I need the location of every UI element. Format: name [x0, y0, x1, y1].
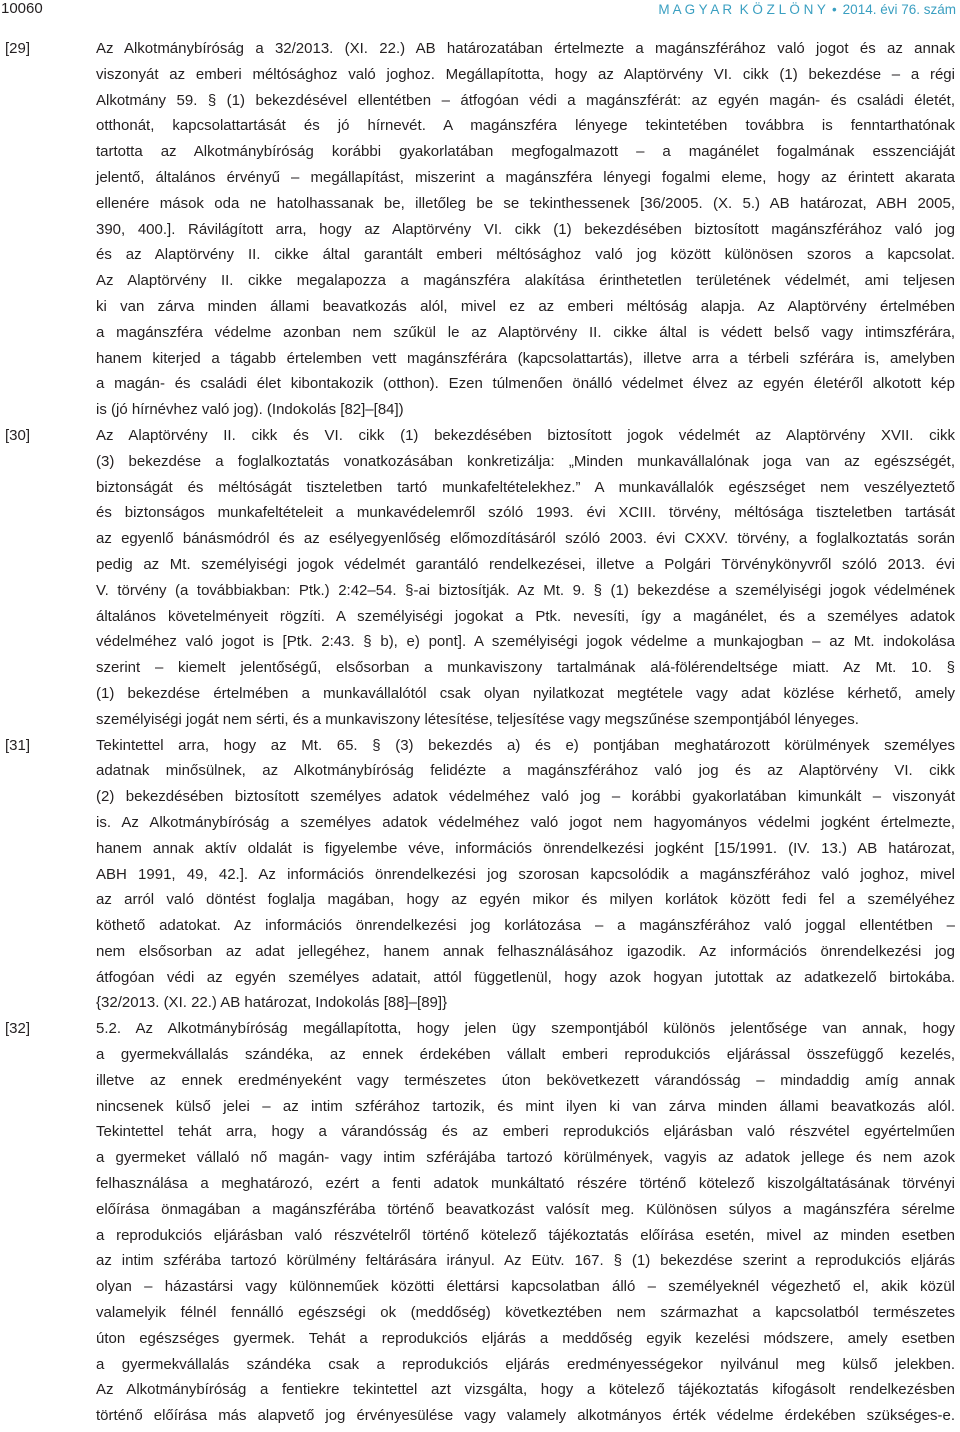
text-line: a gyermeket vállaló nő magán- vagy intim szférájába tartozó körülmények, vagyis az adatok jellege és nem azok: [96, 1149, 955, 1167]
paragraph-number: [30]: [5, 426, 31, 444]
bullet-separator: •: [831, 2, 837, 17]
paragraph: [0, 1016, 960, 1429]
text-line: úton egészséges gyermek. Tehát a reprodukciós eljárás a meddőség egyik kezelési módszere, amely esetben: [96, 1329, 955, 1347]
document-body: [0, 36, 960, 1429]
text-line: az egyenlő bánásmódról és az esélyegyenlőség előmozdításáról szóló 2003. évi CXXV. törvény, a foglalkoztatás során: [96, 530, 955, 548]
text-line: V. törvény (a továbbiakban: Ptk.) 2:42–54. §-ai biztosítják. Az Mt. 9. § (1) bekezdése a személyiségi jogok védelmének: [96, 581, 955, 599]
text-line: otthonát, kapcsolattartását és jó hírnevét. A magánszféra lényege tekintetében továbbra is fenntarthatónak: [96, 117, 955, 135]
text-line: és biztonságos munkafeltételeit a munkavédelemről szóló 1993. évi XCIII. törvény, méltósága tiszteletben tartását: [96, 504, 955, 522]
text-line: illetve az ennek eredményeként vagy természetes úton bekövetkezett várandósság – mindaddig amíg annak: [96, 1071, 955, 1089]
text-line: 5.2. Az Alkotmánybíróság megállapította, hogy jelen ügy szempontjából különös jelentősége van annak, hogy: [96, 1020, 955, 1038]
text-line: a magánszféra védelme azonban nem szűkül le az Alaptörvény II. cikke által is védett belső vagy intimszférára,: [96, 323, 955, 341]
text-line: ellenére mások oda ne hatolhassanak be, illetőleg be se tekinthessenek [36/2005. (X. 5.) AB határozat, ABH 2005,: [96, 194, 955, 212]
text-line: és az Alaptörvény II. cikke által garantált emberi méltósághoz való jog között különösen szoros a kapcsolat.: [96, 246, 955, 264]
text-line: ki van zárva minden állami beavatkozás alól, mivel ez az emberi méltóság alapja. Az Alaptörvény értelmében: [96, 297, 955, 315]
page-number: 10060: [1, 0, 43, 17]
text-line: ABH 1991, 49, 42.]. Az információs önrendelkezési jog szorosan kapcsolódik a magánszférához való joghoz, mivel: [96, 865, 955, 883]
text-line: történő előírása más alapvető jog érvényesülése vagy valamely alkotmányos érték védelme érdekében szükséges-e.: [96, 1407, 955, 1425]
text-line: 390, 400.]. Rávilágított arra, hogy az Alaptörvény VI. cikk (1) bekezdésében biztosított magánszférához való jog: [96, 220, 955, 238]
text-line: viszonyát az emberi méltósághoz való joghoz. Megállapította, hogy az Alaptörvény VI. cikk (1) bekezdése – a régi: [96, 65, 955, 83]
text-line: a magán- és családi élet kibontakozik (otthon). Ezen túlmenően önálló védelmet élvez az egyén életéről alkotott kép: [96, 375, 955, 393]
text-line: hanem annak aktív oldalát is figyelembe véve, információs önrendelkezési jogként [15/1991. (IV. 13.) AB határozat,: [96, 839, 955, 857]
paragraph-text: [96, 423, 955, 733]
text-line: biztonságát és méltóságát tiszteletben tartó munkafeltételekhez.” A munkavállalók egészséget nem veszélyeztető: [96, 478, 955, 496]
text-line: köthető adatokat. Az információs önrendelkezési jog korlátozása – a magánszférához való joggal ellentétben –: [96, 917, 955, 935]
paragraph-text: [96, 733, 955, 1017]
text-line: olyan – házastársi vagy különneműek közötti élettársi kapcsolatban álló – személyeknél végezhető el, akik közül: [96, 1278, 955, 1296]
text-line: Az Alaptörvény II. cikke megalapozza a magánszféra alakítása érinthetetlen területének védelmét, ami teljesen: [96, 272, 955, 290]
text-line: felhasználása a meghatározó, ezért a fenti adatok munkáltató részére történő kötelező kiszolgáltatásának törvényi: [96, 1175, 955, 1193]
text-line: nem elsősorban az adat jellegéhez, hanem annak felhasználásához igazodik. Az információs önrendelkezési jog: [96, 942, 955, 960]
paragraph-number: [31]: [5, 736, 31, 754]
text-line: a reprodukciós eljárásban való részvételről történő kötelező tájékoztatás előírása esetén, mivel az minden esetben: [96, 1226, 955, 1244]
text-line: tartotta az Alkotmánybíróság korábbi gyakorlatában megfogalmazott – a magánélet fogalmának esszenciáját: [96, 143, 955, 161]
text-line: az intim szférába tartozó körülmény feltárására irányul. Az Eütv. 167. § (1) bekezdése szerint a reprodukciós eljárás: [96, 1252, 955, 1270]
text-line: jelentő, általános érvényű – megállapítást, miszerint a magánszféra lényegi fogalmi eleme, hogy az érintett akarata: [96, 168, 955, 186]
text-line: a gyermekvállalás szándéka csak a reprodukciós eljárás eredményességekor nyilvánul meg külső jelekben.: [96, 1355, 955, 1373]
paragraph-text: [96, 36, 955, 423]
issue-number: 2014. évi 76. szám: [842, 2, 956, 17]
text-line: személyiségi jogát nem sérti, és a munkaviszony létesítése, teljesítése vagy megszűnése szempontjából lényeges.: [96, 710, 859, 728]
text-line: Tekintettel arra, hogy az Mt. 65. § (3) bekezdés a) és e) pontjában meghatározott körülmények személyes: [96, 736, 955, 754]
text-line: adatnak minősülnek, az Alkotmánybíróság felidézte a magánszférához való jog és az Alaptörvény VI. cikk: [96, 762, 955, 780]
text-line: is. Az Alkotmánybíróság a személyes adatok védelméhez való jogot nem hagyományos védelmi jogként értelmezte,: [96, 813, 955, 831]
text-line: (2) bekezdésében biztosított személyes adatok védelméhez való jog – korábbi gyakorlatában kimunkált – viszonyát: [96, 788, 955, 806]
paragraph: [0, 36, 960, 423]
text-line: {32/2013. (XI. 22.) AB határozat, Indokolás [88]–[89]}: [96, 994, 448, 1012]
paragraph-number: [29]: [5, 40, 31, 57]
text-line: védelméhez való jogot is [Ptk. 2:43. § b), e) pont]. A személyiségi jogok védelme a munkajogban – az Mt. indokolása: [96, 633, 955, 651]
text-line: a gyermekvállalás szándéka, az ennek érdekében vállalt emberi reprodukciós eljárással összefüggő kezelés,: [96, 1046, 955, 1064]
text-line: Tekintettel tehát arra, hogy a várandósság és az emberi reprodukciós eljárásban való részvétel egyértelműen: [96, 1123, 955, 1141]
text-line: (3) bekezdése a foglalkoztatás vonatkozásában konkretizálja: „Minden munkavállalónak joga van az egészségét,: [96, 452, 955, 470]
paragraph-number: [32]: [5, 1020, 31, 1038]
text-line: (1) bekezdése értelmében a munkavállalótól csak olyan nyilatkozat megtétele vagy adat közlése kérhető, amely: [96, 684, 955, 702]
text-line: általános követelményeit rögzíti. A személyiségi jogokat a Ptk. nevesíti, így a magánélet, és a személyes adatok: [96, 607, 955, 625]
text-line: az arról való döntést foglalja magában, hogy az egyén mikor és milyen korlátok között fedi fel a személyéhez: [96, 891, 955, 909]
journal-masthead: [658, 1, 956, 19]
text-line: valamelyik félnél fennálló egészségi ok (meddőség) következtében nem származhat a kapcsolatból természetes: [96, 1304, 955, 1322]
text-line: Alkotmány 59. § (1) bekezdésével ellentétben – átfogóan védi a magánszférát: az egyén magán- és családi életét,: [96, 91, 955, 109]
running-header: [0, 0, 956, 20]
text-line: Az Alkotmánybíróság a 32/2013. (XI. 22.) AB határozatában értelmezte a magánszférához való jogot és az annak: [96, 40, 955, 57]
paragraph: [0, 423, 960, 733]
paragraph-text: [96, 1016, 955, 1429]
text-line: is (jó hírnévhez való jog). (Indokolás [82]–[84]): [96, 401, 404, 419]
text-line: pedig az Mt. személyiségi jogok védelmét garantáló rendelkezései, illetve a Polgári Törvénykönyvről szóló 2013. évi: [96, 555, 955, 573]
journal-title: M A G Y A R K Ö Z L Ö N Y: [658, 2, 826, 17]
text-line: Az Alaptörvény II. cikk és VI. cikk (1) bekezdésében biztosított jogok védelmét az Alaptörvény XVII. cikk: [96, 426, 955, 444]
text-line: Az Alkotmánybíróság a fentiekre tekintettel azt vizsgálta, hogy a kötelező tájékoztatás kifogásolt rendelkezésben: [96, 1381, 955, 1399]
text-line: átfogóan védi az egyén személyes adatait, attól függetlenül, hogy azok hogyan jutottak az adatkezelő birtokába.: [96, 968, 955, 986]
paragraph: [0, 733, 960, 1017]
text-line: szerint – kiemelt jelentőségű, elsősorban a munkaviszony tartalmának alá-fölérendeltsége miatt. Az Mt. 10. §: [96, 659, 955, 677]
text-line: nincsenek külső jelei – az intim szférához tartozik, és mint ilyen ki van zárva minden állami beavatkozás alól.: [96, 1097, 955, 1115]
text-line: előírása önmagában a magánszférába történő beavatkozást valósít meg. Különösen súlyos a magánszféra sérelme: [96, 1200, 955, 1218]
text-line: hanem kiterjed a tágabb értelemben vett magánszférára (kapcsolattartás), illetve arra a térbeli szférára is, amelyben: [96, 349, 955, 367]
